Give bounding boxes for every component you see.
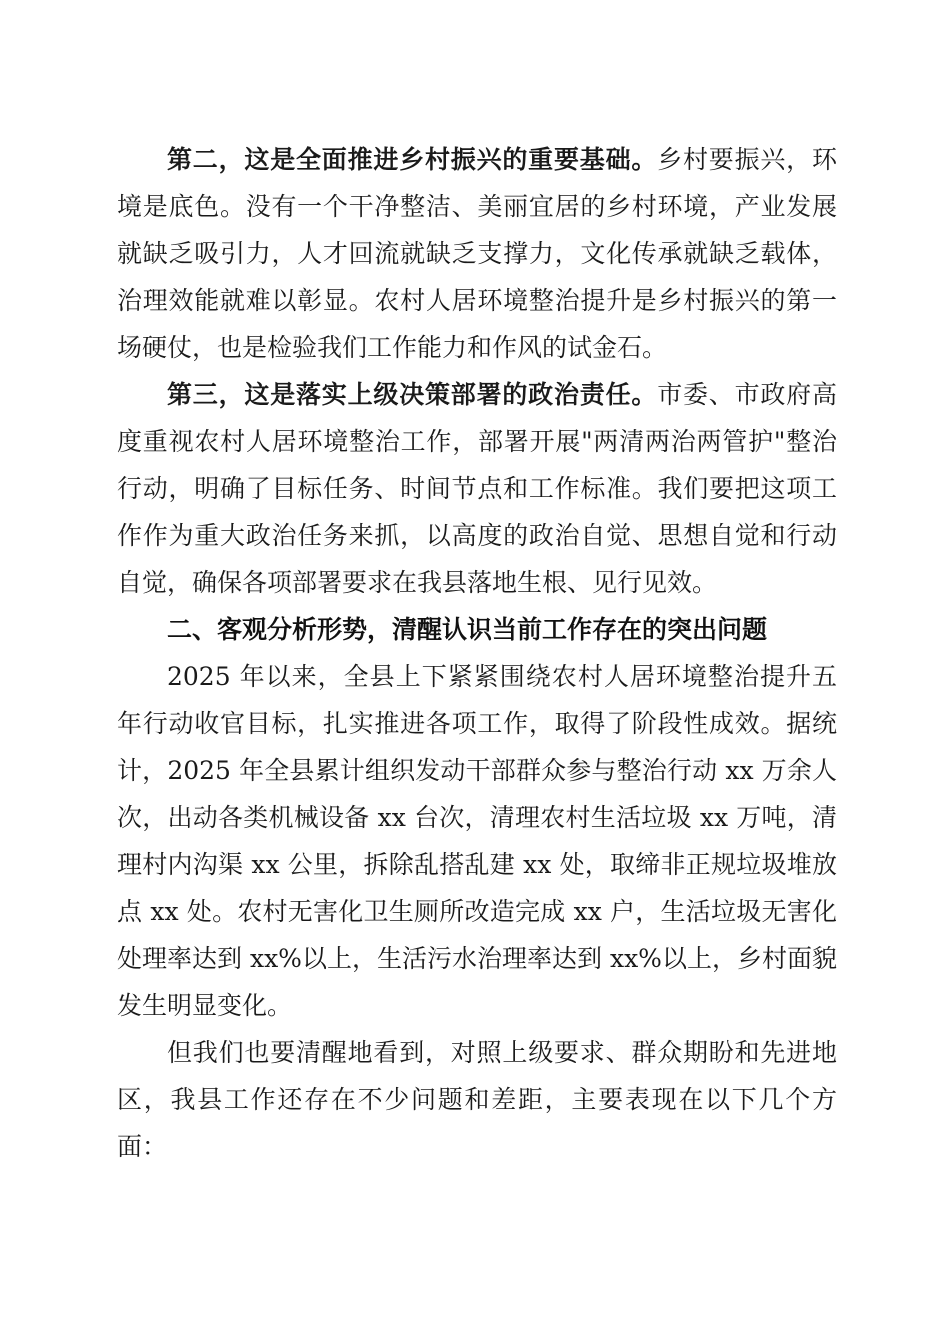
- paragraph-lead: 第二，这是全面推进乡村振兴的重要基础。: [167, 145, 658, 174]
- paragraph-third-point: [117, 371, 837, 606]
- paragraph-lead: 第三，这是落实上级决策部署的政治责任。: [167, 380, 658, 409]
- paragraph-text: 市委、市政府高度重视农村人居环境整治工作，部署开展"两清两治两管护"整治行动，明确了目标任务、时间节点和工作标准。我们要把这项工作作为重大政治任务来抓，以高度的政治自觉、思想自觉和行动自觉，确保各项部署要求在我县落地生根、见行见效。: [117, 380, 837, 597]
- document-body: [117, 136, 837, 1170]
- paragraph-text: 乡村要振兴，环境是底色。没有一个干净整洁、美丽宜居的乡村环境，产业发展就缺乏吸引力，人才回流就缺乏支撑力，文化传承就缺乏载体，治理效能就难以彰显。农村人居环境整治提升是乡村振兴的第一场硬仗，也是检验我们工作能力和作风的试金石。: [117, 145, 837, 362]
- paragraph-second-point: [117, 136, 837, 371]
- paragraph-achievements: 2025 年以来，全县上下紧紧围绕农村人居环境整治提升五年行动收官目标，扎实推进各项工作，取得了阶段性成效。据统计，2025 年全县累计组织发动干部群众参与整治行动 xx 万余人次，出动各类机械设备 xx 台次，清理农村生活垃圾 xx 万吨，清理村内沟渠 xx 公里，拆除乱搭乱建 xx 处，取缔非正规垃圾堆放点 xx 处。农村无害化卫生厕所改造完成 xx 户，生活垃圾无害化处理率达到 xx%以上，生活污水治理率达到 xx%以上，乡村面貌发生明显变化。: [117, 662, 837, 1020]
- paragraph-problems-intro: 但我们也要清醒地看到，对照上级要求、群众期盼和先进地区，我县工作还存在不少问题和差距，主要表现在以下几个方面：: [117, 1038, 837, 1161]
- section-heading: 二、客观分析形势，清醒认识当前工作存在的突出问题: [167, 615, 768, 644]
